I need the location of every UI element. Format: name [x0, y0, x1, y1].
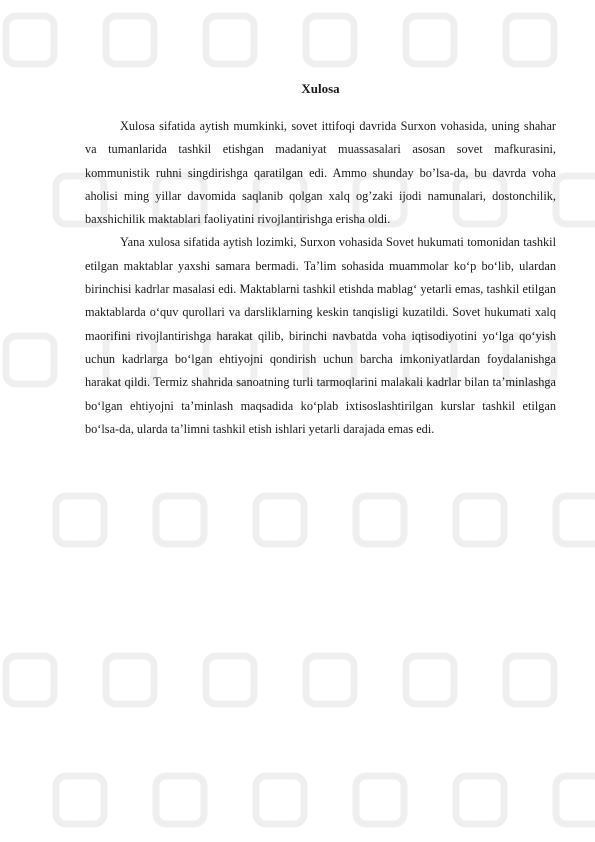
watermark-mark — [556, 776, 595, 824]
watermark-mark — [106, 16, 154, 64]
watermark-mark — [206, 16, 254, 64]
watermark-mark — [406, 656, 454, 704]
watermark-mark — [356, 496, 404, 544]
paragraph-1: Xulosa sifatida aytish mumkinki, sovet ittifoqi davrida Surxon vohasida, uning shahar va tumanlarida tashkil etishgan madaniyat muassasalari asosan sovet mafkurasini, kommunistik ruhni singdirishga qaratilgan edi. Ammo shunday bo’lsa-da, bu davrda voha aholisi ming yillar davomida saqlanib qolgan xalq og’zaki ijodi namunalari, dostonchilik, baxshichilik maktablari faoliyatini rivojlantirishga erisha oldi. — [85, 119, 556, 227]
watermark-mark — [406, 16, 454, 64]
watermark-mark — [456, 776, 504, 824]
watermark-mark — [256, 776, 304, 824]
watermark-mark — [206, 656, 254, 704]
watermark-mark — [556, 496, 595, 544]
watermark-mark — [6, 16, 54, 64]
watermark-mark — [6, 656, 54, 704]
watermark-mark — [556, 176, 595, 224]
watermark-mark — [56, 496, 104, 544]
watermark-mark — [506, 656, 554, 704]
watermark-mark — [256, 496, 304, 544]
watermark-mark — [506, 16, 554, 64]
watermark-mark — [6, 336, 54, 384]
watermark-mark — [306, 656, 354, 704]
watermark-mark — [356, 776, 404, 824]
watermark-mark — [56, 776, 104, 824]
watermark-mark — [156, 776, 204, 824]
document-title: Xulosa — [301, 81, 340, 96]
watermark-mark — [306, 16, 354, 64]
paragraph-2: Yana xulosa sifatida aytish lozimki, Surxon vohasida Sovet hukumati tomonidan tashkil etilgan maktablar yaxshi samara bermadi. Ta’lim sohasida muammolar ko‘p bo‘lib, ulardan birinchisi kadrlar masalasi edi. Maktablarni tashkil etishda mablag‘ yetarli emas, tashkil etilgan maktablarda o‘quv qurollari va darsliklarning keskin tanqisligi kuzatildi. Sovet hukumati xalq maorifini rivojlantirishga harakat qilib, birinchi navbatda voha iqtisodiyotini yo‘lga qo‘yish uchun kadrlarga bo‘lgan ehtiyojni qondirish uchun barcha imkoniyatlardan foydalanishga harakat qildi. Termiz shahrida sanoatning turli tarmoqlarini malakali kadrlar bilan ta’minlashga bo‘lgan ehtiyojni ta’minlash maqsadida ko‘plab ixtisoslashtirilgan kurslar tashkil etilgan bo‘lsa-da, ularda ta’limni tashkil etish ishlari yetarli darajada emas edi. — [85, 235, 556, 436]
watermark-mark — [106, 656, 154, 704]
watermark-mark — [456, 496, 504, 544]
document-page — [85, 80, 556, 441]
watermark-mark — [156, 496, 204, 544]
